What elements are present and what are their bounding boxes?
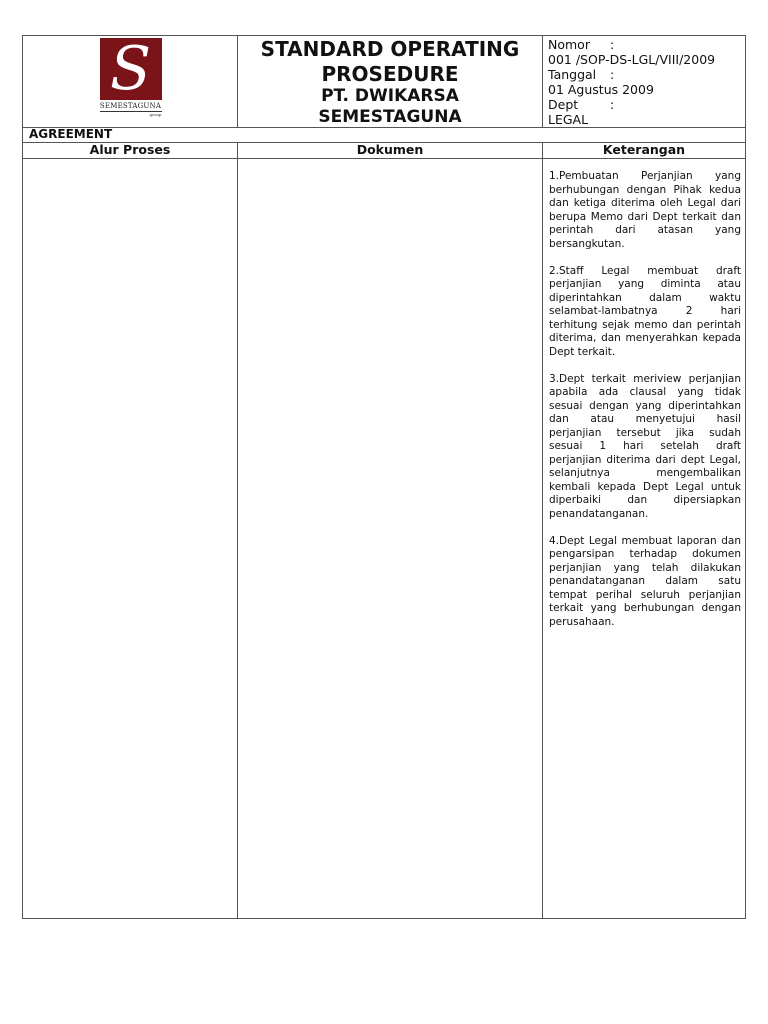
keterangan-item-2: 2.Staff Legal membuat draft perjanjian yang diminta atau diperintahkan dalam waktu selambat-lambatnya 2 hari terhitung sejak memo dan perintah diterima, dan menyerahkan kepada Dept terkait. [549,264,741,358]
keterangan-content [549,170,741,643]
keterangan-item-4: 4.Dept Legal membuat laporan dan pengarsipan terhadap dokumen perjanjian yang telah dilakukan penandatanganan dalam satu tempat perihal seluruh perjanjian terkait yang berhubungan dengan perusahaan. [549,534,741,628]
nomor-row [548,37,747,52]
column-header-alur-proses: Alur Proses [89,142,171,157]
column-header-keterangan: Keterangan [602,142,686,157]
divider [237,142,238,918]
colon: : [610,67,615,82]
logo-sub: group [149,112,162,117]
section-title: AGREEMENT [29,127,113,141]
dept-value: LEGAL [548,112,589,127]
document-title-line1: STANDARD OPERATING [260,37,520,61]
divider [23,158,745,159]
document-title-line2: PROSEDURE [321,62,459,86]
company-name-line2: SEMESTAGUNA [318,107,462,127]
divider [542,142,543,918]
logo-cell [23,36,238,127]
nomor-value: 001 /SOP-DS-LGL/VIII/2009 [548,52,716,67]
logo-mark: S [100,38,162,100]
nomor-label: Nomor [548,37,590,52]
column-header-dokumen: Dokumen [356,142,424,157]
tanggal-label: Tanggal [548,67,597,82]
dept-row [548,97,747,112]
company-logo [99,34,162,117]
colon: : [610,37,615,52]
dept-label: Dept [548,97,579,112]
sop-document [22,35,746,919]
title-cell [238,36,542,127]
tanggal-value: 01 Agustus 2009 [548,82,654,97]
tanggal-row [548,67,747,82]
colon: : [610,97,615,112]
keterangan-item-3: 3.Dept terkait meriview perjanjian apabila ada clausal yang tidak sesuai dengan yang diperintahkan dan atau menyetujui hasil perjanjian tersebut jika sudah sesuai 1 hari setelah draft perjanjian diterima dari dept Legal, selanjutnya mengembalikan kembali kepada Dept Legal untuk diperbaiki dan dipersiapkan penandatanganan. [549,372,741,520]
company-name-line1: PT. DWIKARSA [321,86,459,106]
meta-cell [542,36,747,127]
keterangan-item-1: 1.Pembuatan Perjanjian yang berhubungan dengan Pihak kedua dan ketiga diterima oleh Legal dari berupa Memo dari Dept terkait dan perintah dari atasan yang bersangkutan. [549,170,741,250]
logo-name: SEMESTAGUNA [99,102,162,110]
